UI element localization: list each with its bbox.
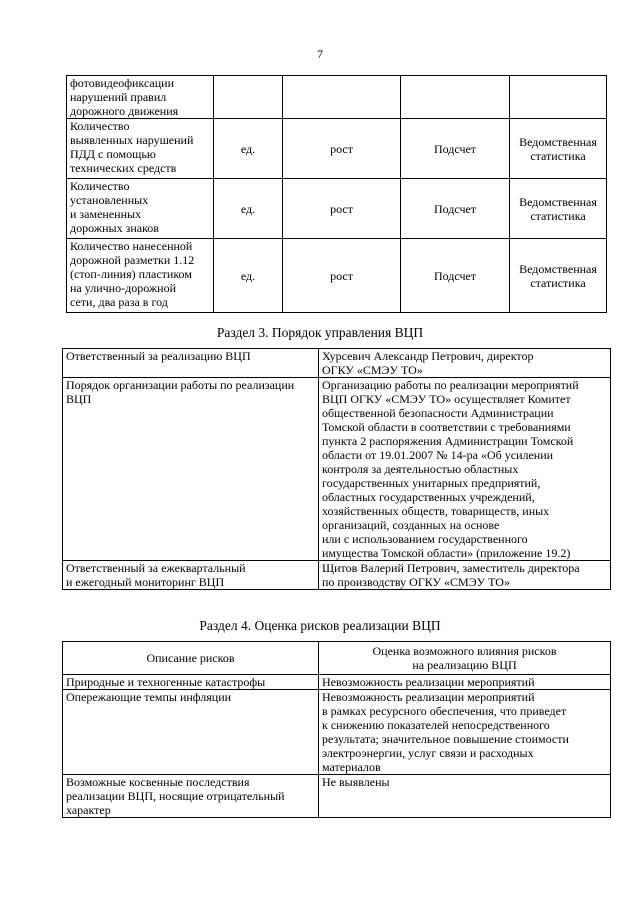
risks-header-impact-line: на реализацию ВЦП (412, 658, 517, 672)
indicator-unit (214, 239, 283, 313)
indicator-trend (283, 179, 401, 239)
table-row (63, 378, 611, 561)
indicator-name-line: установленных (70, 193, 149, 207)
risks-table (62, 641, 611, 818)
management-value-line: ОГКУ «СМЭУ ТО» (322, 363, 423, 377)
management-value-line: имущества Томской области» (приложение 19.2) (322, 546, 571, 560)
risk-description-line: реализации ВЦП, носящие отрицательный (66, 789, 285, 803)
risks-header-impact (319, 642, 611, 675)
risk-impact-line: материалов (322, 760, 381, 774)
indicator-method (401, 119, 510, 179)
indicator-name-line: технических средств (70, 161, 177, 175)
section4-title: Раздел 4. Оценка рисков реализации ВЦП (199, 618, 441, 633)
risk-impact (319, 675, 611, 690)
management-label-line: ВЦП (66, 392, 92, 406)
risk-description-line: Природные и техногенные катастрофы (66, 675, 266, 689)
table-row (63, 349, 611, 378)
management-value-line: Томской области в соответствии с требованиями (322, 420, 571, 434)
table-row (67, 76, 607, 119)
indicator-trend (283, 239, 401, 313)
indicator-name (67, 76, 214, 119)
table-row (63, 675, 611, 690)
management-label-line: Ответственный за ежеквартальный (66, 561, 246, 575)
indicator-source-line: Ведомственная (519, 134, 597, 149)
management-value-line: организаций, созданных на основе (322, 518, 500, 532)
indicator-name-line: ПДД с помощью (70, 147, 156, 161)
management-label-line: Порядок организации работы по реализации (66, 378, 295, 392)
management-value-line: Хурсевич Александр Петрович, директор (322, 349, 534, 363)
management-label-line: и ежегодный мониторинг ВЦП (66, 575, 225, 589)
indicator-source-line: статистика (530, 208, 586, 223)
management-value-line: Щитов Валерий Петрович, заместитель директора (322, 561, 580, 575)
indicator-unit-line: ед. (240, 141, 256, 156)
indicator-name (67, 179, 214, 239)
indicator-name-line: нарушений правил (70, 90, 167, 104)
indicator-name-line: и замененных (70, 207, 142, 221)
risk-description-line: характер (66, 803, 111, 817)
management-value (319, 349, 611, 378)
indicator-name-line: дорожного движения (70, 104, 179, 118)
indicator-source (510, 119, 607, 179)
indicator-source (510, 179, 607, 239)
indicators-table (66, 75, 607, 313)
indicator-source-line: Ведомственная (519, 261, 597, 276)
management-value-line: областных государственных учреждений, (322, 490, 535, 504)
indicator-unit-line: ед. (240, 201, 256, 216)
management-value (319, 561, 611, 590)
indicator-source (510, 76, 607, 119)
indicator-method-line: Подсчет (433, 201, 477, 216)
table-row (63, 690, 611, 775)
management-value-line: пункта 2 распоряжения Администрации Томской (322, 434, 574, 448)
indicator-trend-line: рост (330, 141, 353, 156)
indicator-unit (214, 119, 283, 179)
management-value-line: общественной безопасности Администрации (322, 406, 554, 420)
indicator-trend (283, 76, 401, 119)
risks-header-impact-line: Оценка возможного влияния рисков (372, 644, 557, 658)
risk-impact (319, 690, 611, 775)
management-value-line: государственных унитарных предприятий, (322, 476, 541, 490)
management-value-line: контроля за деятельностью областных (322, 462, 519, 476)
management-value-line: ВЦП ОГКУ «СМЭУ ТО» осуществляет Комитет (322, 392, 571, 406)
risk-impact-line: электроэнергии, услуг связи и расходных (322, 746, 534, 760)
table-row (67, 239, 607, 313)
indicator-unit-line: ед. (240, 268, 256, 283)
risk-impact-line: результата; значительное повышение стоимости (322, 732, 569, 746)
indicator-name-line: Количество нанесенной (70, 239, 193, 253)
management-label (63, 378, 319, 561)
indicator-name-line: выявленных нарушений (70, 133, 194, 147)
indicator-method (401, 179, 510, 239)
indicator-unit (214, 179, 283, 239)
indicator-name-line: дорожной разметки 1.12 (70, 253, 195, 267)
indicator-source-line: статистика (530, 148, 586, 163)
management-label-line: Ответственный за реализацию ВЦП (66, 349, 251, 363)
indicator-source-line: статистика (530, 275, 586, 290)
risk-description-line: Опережающие темпы инфляции (66, 690, 232, 704)
management-table (62, 348, 611, 590)
table-row (67, 119, 607, 179)
risk-description (63, 775, 319, 818)
indicator-method-line: Подсчет (433, 141, 477, 156)
indicator-method-line: Подсчет (433, 268, 477, 283)
table-row (63, 775, 611, 818)
table-row (63, 561, 611, 590)
table-row (67, 179, 607, 239)
indicator-name-line: дорожных знаков (70, 221, 159, 235)
risk-impact-line: Невозможность реализации мероприятий (322, 690, 535, 704)
indicator-source (510, 239, 607, 313)
section3-title: Раздел 3. Порядок управления ВЦП (216, 325, 424, 340)
risks-header-description (63, 642, 319, 675)
risk-description (63, 690, 319, 775)
management-label (63, 561, 319, 590)
management-value (319, 378, 611, 561)
indicator-trend (283, 119, 401, 179)
risk-impact-line: Не выявлены (322, 775, 390, 789)
risk-impact-line: к снижению показателей непосредственного (322, 718, 550, 732)
management-value-line: Организацию работы по реализации мероприятий (322, 378, 579, 392)
indicator-method (401, 239, 510, 313)
risks-header-description-line: Описание рисков (146, 651, 235, 665)
risk-impact (319, 775, 611, 818)
management-value-line: по производству ОГКУ «СМЭУ ТО» (322, 575, 510, 589)
indicator-method (401, 76, 510, 119)
indicator-name-line: на улично-дорожной (70, 281, 177, 295)
indicator-trend-line: рост (330, 201, 353, 216)
indicator-name-line: фотовидеофиксации (70, 76, 175, 90)
management-value-line: или с использованием государственного (322, 532, 528, 546)
indicator-trend-line: рост (330, 268, 353, 283)
indicator-name-line: Количество (70, 179, 130, 193)
management-label (63, 349, 319, 378)
risk-description-line: Возможные косвенные последствия (66, 775, 250, 789)
indicator-name (67, 119, 214, 179)
management-value-line: области от 19.01.2007 № 14-ра «Об усилении (322, 448, 554, 462)
risk-description (63, 675, 319, 690)
page-number: 7 (317, 47, 323, 61)
indicator-source-line: Ведомственная (519, 194, 597, 209)
indicator-name-line: Количество (70, 119, 130, 133)
risk-impact-line: Невозможность реализации мероприятий (322, 675, 535, 689)
indicator-name-line: (стоп-линия) пластиком (70, 267, 192, 281)
indicator-name (67, 239, 214, 313)
risk-impact-line: в рамках ресурсного обеспечения, что приведет (322, 704, 567, 718)
indicator-name-line: сети, два раза в год (70, 295, 168, 309)
management-value-line: хозяйственных обществ, товариществ, иных (322, 504, 550, 518)
indicator-unit (214, 76, 283, 119)
risks-header-row (63, 642, 611, 675)
